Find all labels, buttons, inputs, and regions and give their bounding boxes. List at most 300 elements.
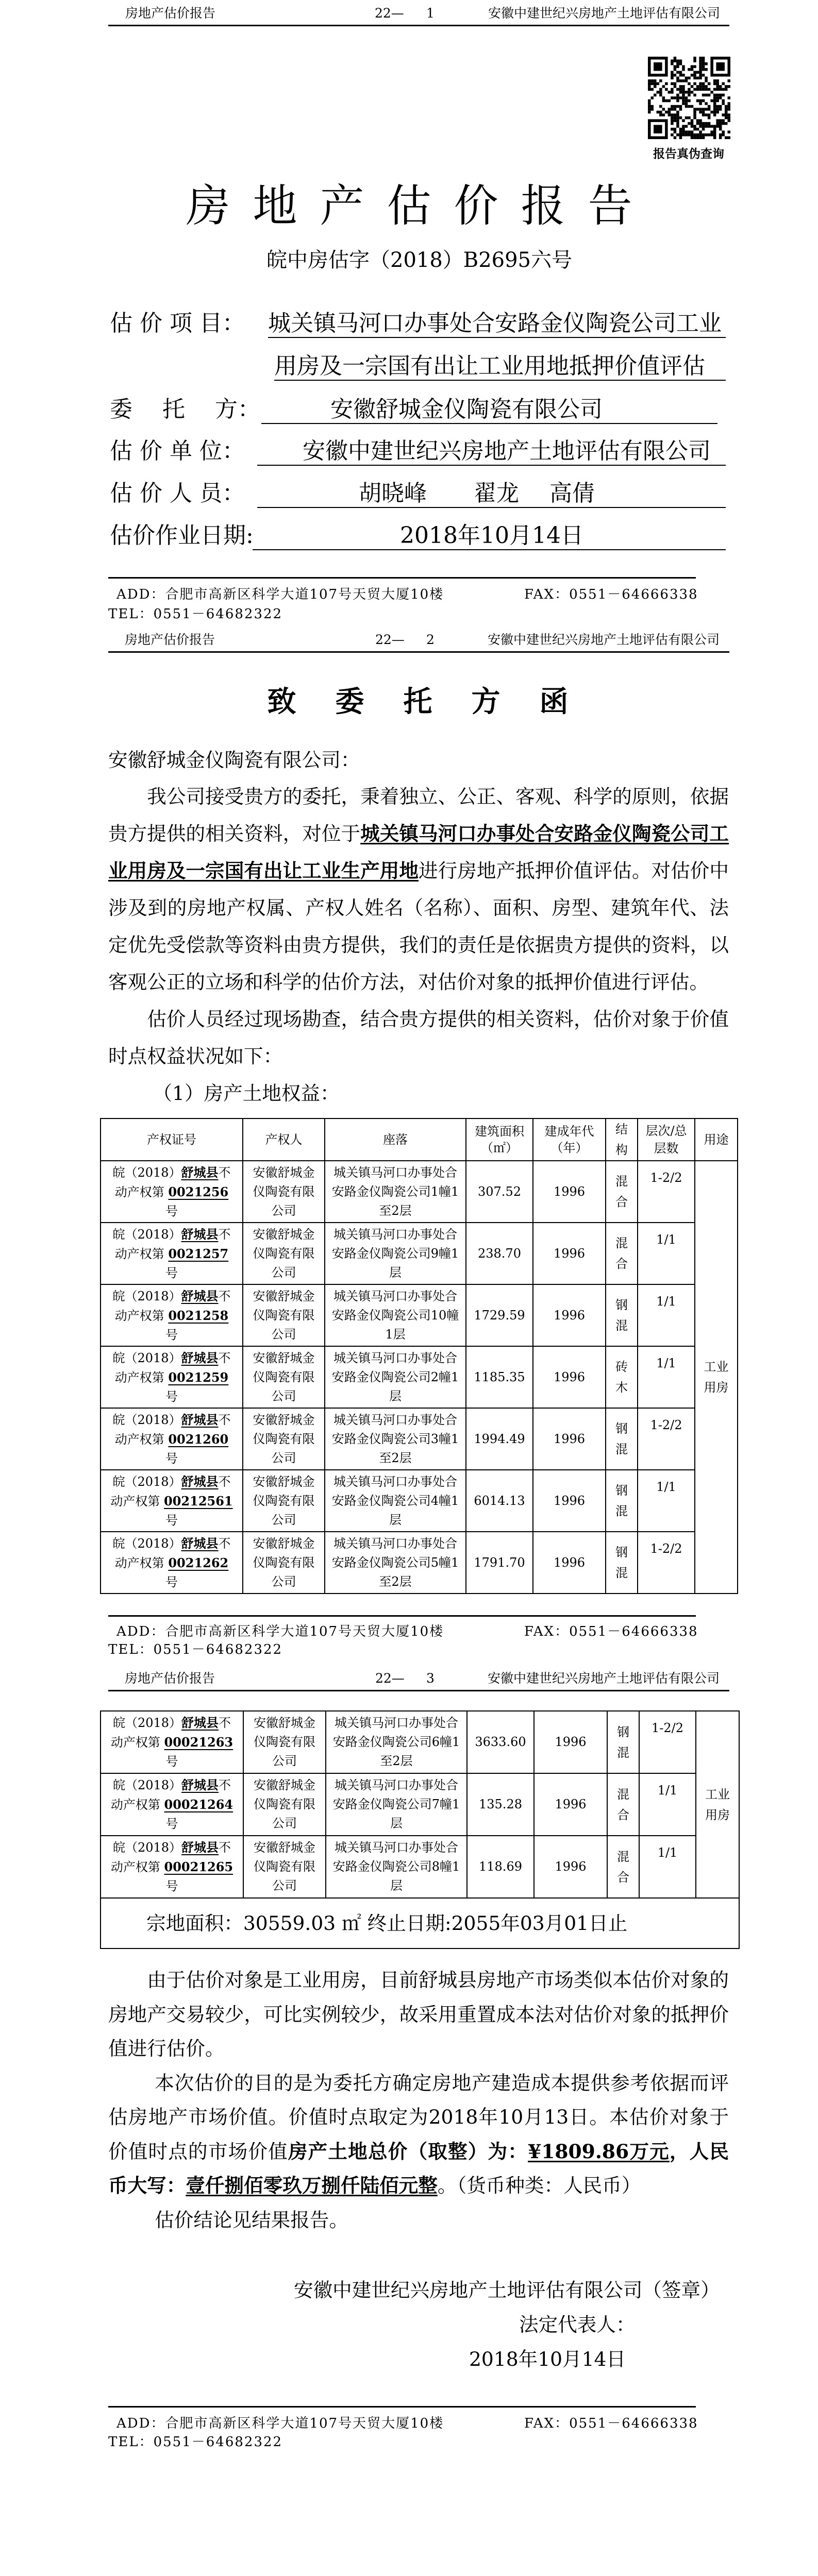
qr-module	[691, 125, 694, 128]
qr-module	[710, 99, 713, 103]
cert-number-cell	[101, 1223, 243, 1284]
field-appraisers	[110, 479, 728, 508]
appraiser-name: 翟龙	[474, 480, 519, 506]
cert-prefix: 皖（2018）	[112, 1536, 181, 1551]
qr-module	[696, 77, 699, 80]
salutation: 安徽舒城金仪陶瓷有限公司：	[108, 749, 360, 771]
qr-module	[685, 125, 688, 128]
qr-module	[668, 111, 671, 114]
qr-module	[699, 62, 702, 65]
cert-prefix: 皖（2018）	[112, 1289, 181, 1303]
cert-mid: 不动产权第	[114, 1412, 231, 1447]
qr-module	[676, 96, 679, 99]
qr-module	[671, 74, 674, 77]
document-number: 皖中房估字（2018）B2695六号	[266, 248, 572, 272]
header-company: 安徽中建世纪兴房地产土地评估有限公司	[488, 632, 720, 647]
qr-finder	[716, 62, 725, 71]
header-label: 层次/总层数	[645, 1124, 687, 1156]
qr-module	[708, 88, 711, 91]
qr-module	[674, 85, 677, 88]
qr-module	[679, 116, 682, 120]
signature-date: 2018年10月14日	[469, 2348, 626, 2370]
qr-module	[727, 102, 730, 105]
qr-module	[716, 111, 719, 114]
cert-prefix: 皖（2018）	[112, 1778, 182, 1792]
qr-module	[674, 60, 677, 63]
qr-module	[682, 79, 685, 82]
cert-prefix: 皖（2018）	[112, 1474, 181, 1489]
cert-number: 0021259	[168, 1369, 229, 1385]
qr-module	[682, 85, 685, 88]
qr-module	[679, 130, 682, 133]
qr-module	[699, 122, 702, 125]
conclusion-body	[108, 1963, 729, 2237]
value-caps-label: ，人民币大写：	[108, 2140, 729, 2197]
qr-module	[705, 77, 708, 80]
cert-number-cell	[101, 1346, 243, 1408]
qr-module	[708, 116, 711, 120]
qr-module	[702, 128, 705, 131]
qr-module	[696, 85, 699, 88]
valuation-subject: 城关镇马河口办事处合安路金仪陶瓷公司工业用房及一宗国有出让工业生产用地	[108, 822, 729, 882]
location-cell: 城关镇马河口办事处合安路金仪陶瓷公司9幢1层	[325, 1223, 466, 1284]
year-cell: 1996	[533, 1161, 606, 1223]
qr-module	[705, 79, 708, 82]
qr-module	[671, 133, 674, 137]
qr-module	[688, 99, 691, 103]
qr-module	[682, 91, 685, 94]
qr-module	[722, 130, 725, 133]
footer-divider	[108, 1615, 696, 1617]
header-page-number: 1	[426, 6, 435, 21]
appraisers-label: 估 价 人 员：	[110, 480, 245, 506]
value-pre: 本次估价的目的是为委托方确定房地产建造成本提供参考依据而评估房地产市场价值。价值时点取定为2018年10月13日。本估价对象于价值时点的市场价值	[108, 2071, 729, 2163]
qr-module	[699, 60, 702, 63]
structure-value: 钢混	[615, 1298, 628, 1333]
structure-cell	[606, 1284, 638, 1346]
location-cell: 城关镇马河口办事处合安路金仪陶瓷公司4幢1层	[325, 1470, 466, 1532]
qr-module	[679, 79, 682, 82]
qr-module	[679, 108, 682, 111]
client-text: 安徽舒城金仪陶瓷有限公司	[330, 396, 603, 422]
qr-module	[662, 113, 665, 116]
qr-module	[691, 85, 694, 88]
project-label: 估 价 项 目：	[110, 310, 245, 336]
qr-module	[722, 99, 725, 103]
cert-county: 舒城县	[181, 1288, 219, 1303]
qr-module	[676, 65, 679, 69]
field-client	[110, 395, 728, 424]
qr-module	[674, 113, 677, 116]
qr-module	[671, 62, 674, 65]
area-cell: 307.52	[466, 1161, 533, 1223]
qr-module	[713, 88, 716, 91]
header-area	[466, 1118, 533, 1161]
qr-module	[693, 60, 696, 63]
qr-module	[679, 133, 682, 137]
footer-address: ADD：合肥市高新区科学大道107号天贸大厦10楼	[116, 587, 444, 602]
qr-module	[657, 111, 660, 114]
area-cell: 238.70	[466, 1223, 533, 1284]
cert-suffix: 号	[165, 1817, 178, 1831]
qr-module	[676, 88, 679, 91]
property-table-continued	[100, 1710, 740, 1949]
qr-module	[722, 122, 725, 125]
qr-module	[691, 122, 694, 125]
qr-module	[713, 96, 716, 99]
cert-number: 00021263	[164, 1735, 233, 1750]
qr-module	[659, 113, 662, 116]
qr-module	[679, 128, 682, 131]
qr-module	[679, 96, 682, 99]
structure-cell	[606, 1223, 638, 1284]
project-text-1: 城关镇马河口办事处合安路金仪陶瓷公司工业	[268, 310, 722, 336]
cert-number: 0021262	[168, 1555, 229, 1570]
qr-module	[688, 116, 691, 120]
header-report-name: 房地产估价报告	[125, 6, 216, 21]
qr-module	[699, 102, 702, 105]
qr-module	[727, 136, 730, 139]
qr-module	[671, 96, 674, 99]
structure-cell	[606, 1470, 638, 1532]
table-row	[101, 1161, 738, 1223]
structure-cell	[606, 1346, 638, 1408]
qr-module	[702, 125, 705, 128]
qr-module	[722, 94, 725, 97]
qr-module	[719, 122, 722, 125]
qr-module	[699, 82, 702, 86]
qr-module	[674, 96, 677, 99]
qr-module	[693, 82, 696, 86]
qr-module	[674, 65, 677, 69]
qr-module	[671, 82, 674, 86]
qr-module	[688, 88, 691, 91]
cert-suffix: 号	[165, 1327, 178, 1342]
cert-county: 舒城县	[181, 1715, 219, 1730]
floors-cell: 1/1	[638, 1346, 695, 1408]
qr-module	[719, 136, 722, 139]
qr-module	[682, 125, 685, 128]
qr-module	[676, 71, 679, 74]
project-value-line2	[274, 352, 726, 381]
qr-module	[716, 105, 719, 108]
qr-module	[719, 133, 722, 137]
qr-module	[671, 128, 674, 131]
cert-mid: 不动产权第	[114, 1165, 231, 1199]
cert-suffix: 号	[165, 1754, 178, 1769]
qr-module	[659, 94, 662, 97]
qr-module	[705, 85, 708, 88]
qr-module	[693, 136, 696, 139]
header-label: 结构	[615, 1122, 628, 1157]
qr-module	[699, 119, 702, 122]
cert-suffix: 号	[165, 1389, 178, 1404]
header-company: 安徽中建世纪兴房地产土地评估有限公司	[488, 1671, 720, 1686]
qr-module	[685, 91, 688, 94]
qr-module	[710, 125, 713, 128]
floors-cell: 1-2/2	[638, 1408, 695, 1470]
header-label: 建成年代（年）	[544, 1124, 594, 1155]
header-owner	[243, 1118, 325, 1161]
qr-module	[648, 82, 651, 86]
field-project-cont	[110, 352, 728, 381]
qr-module	[682, 99, 685, 103]
floors-cell: 1-2/2	[638, 1161, 695, 1223]
qr-module	[682, 102, 685, 105]
cert-county: 舒城县	[181, 1535, 219, 1551]
qr-module	[676, 99, 679, 103]
header-page-prefix: 22—	[375, 6, 404, 21]
owner-cell: 安徽舒城金仪陶瓷有限公司	[243, 1346, 325, 1408]
header-label: 产权人	[265, 1132, 303, 1147]
owner-cell: 安徽舒城金仪陶瓷有限公司	[243, 1836, 326, 1898]
qr-module	[699, 71, 702, 74]
owner-cell: 安徽舒城金仪陶瓷有限公司	[243, 1408, 325, 1470]
report-title: 房地产估价报告	[186, 180, 655, 232]
structure-value: 砖木	[615, 1360, 628, 1395]
cert-suffix: 号	[165, 1879, 178, 1893]
cert-prefix: 皖（2018）	[112, 1716, 182, 1730]
cert-county: 舒城县	[181, 1412, 219, 1427]
cert-number: 0021256	[168, 1184, 229, 1199]
qr-module	[702, 122, 705, 125]
cert-mid: 不动产权第	[114, 1350, 231, 1385]
table-row	[101, 1408, 738, 1470]
qr-module	[679, 88, 682, 91]
qr-module	[676, 79, 679, 82]
qr-module	[713, 79, 716, 82]
qr-module	[702, 60, 705, 63]
qr-module	[716, 108, 719, 111]
qr-module	[713, 99, 716, 103]
intro-post: 进行房地产抵押价值评估。对估价中涉及到的房地产权属、产权人姓名（名称）、面积、房型、建筑年代、法定优先受偿款等资料由贵方提供，我们的责任是依据贵方提供的资料，以客观公正的立场和科学的估价方法，对估价对象的抵押价值进行评估。	[108, 859, 729, 993]
qr-module	[719, 85, 722, 88]
date-label: 估价作业日期:	[110, 522, 254, 549]
floors-cell: 1/1	[639, 1836, 696, 1898]
qr-module	[679, 60, 682, 63]
floors-cell: 1/1	[638, 1284, 695, 1346]
cert-mid: 不动产权第	[114, 1536, 231, 1570]
qr-module	[691, 68, 694, 71]
location-cell: 城关镇马河口办事处合安路金仪陶瓷公司7幢1层	[326, 1773, 467, 1836]
qr-module	[668, 91, 671, 94]
owner-cell: 安徽舒城金仪陶瓷有限公司	[243, 1532, 325, 1594]
cert-number-cell	[101, 1836, 243, 1898]
qr-module	[710, 91, 713, 94]
qr-module	[671, 91, 674, 94]
footer-tel: TEL：0551－64682322	[108, 1642, 283, 1657]
structure-value: 钢混	[615, 1483, 628, 1518]
qr-module	[725, 116, 728, 120]
header-company: 安徽中建世纪兴房地产土地评估有限公司	[488, 6, 721, 21]
qr-module	[688, 130, 691, 133]
cert-number: 0021260	[168, 1431, 229, 1447]
qr-module	[674, 116, 677, 120]
area-cell: 135.28	[467, 1773, 534, 1836]
field-project	[110, 309, 728, 338]
qr-module	[693, 111, 696, 114]
qr-module	[674, 130, 677, 133]
cert-prefix: 皖（2018）	[112, 1227, 181, 1242]
value-caps: 壹仟捌佰零玖万捌仟陆佰元整	[186, 2174, 438, 2197]
cert-mid: 不动产权第	[114, 1227, 231, 1261]
qr-module	[676, 94, 679, 97]
qr-module	[685, 130, 688, 133]
qr-module	[685, 116, 688, 120]
qr-module	[659, 88, 662, 91]
value-amount: ¥1809.86万元	[528, 2140, 670, 2163]
qr-module	[705, 122, 708, 125]
qr-module	[654, 79, 657, 82]
qr-module	[688, 82, 691, 86]
qr-module	[654, 94, 657, 97]
qr-module	[648, 88, 651, 91]
floors-cell: 1-2/2	[638, 1532, 695, 1594]
table-row	[101, 1284, 738, 1346]
qr-module	[682, 119, 685, 122]
qr-module	[662, 108, 665, 111]
year-cell: 1996	[533, 1346, 606, 1408]
qr-code[interactable]	[648, 57, 730, 139]
qr-module	[691, 65, 694, 69]
floors-cell: 1/1	[638, 1223, 695, 1284]
qr-module	[719, 125, 722, 128]
qr-module	[693, 113, 696, 116]
structure-cell	[607, 1773, 639, 1836]
table-header-row	[101, 1118, 738, 1161]
qr-module	[679, 74, 682, 77]
header-label: 座落	[383, 1132, 408, 1147]
qr-module	[676, 111, 679, 114]
letter-body	[108, 778, 729, 1112]
cert-county: 舒城县	[181, 1164, 219, 1180]
qr-module	[674, 128, 677, 131]
qr-module	[693, 125, 696, 128]
qr-module	[713, 108, 716, 111]
qr-module	[676, 105, 679, 108]
qr-module	[674, 105, 677, 108]
qr-module	[693, 88, 696, 91]
table-row	[101, 1532, 738, 1594]
owner-cell: 安徽舒城金仪陶瓷有限公司	[243, 1161, 325, 1223]
qr-module	[699, 57, 702, 60]
year-cell: 1996	[534, 1773, 607, 1836]
table-row	[101, 1711, 739, 1773]
qr-module	[682, 96, 685, 99]
qr-module	[713, 105, 716, 108]
qr-module	[676, 60, 679, 63]
appraiser-org-label: 估 价 单 位：	[110, 438, 245, 464]
header-report-name: 房地产估价报告	[125, 632, 215, 647]
header-use	[695, 1118, 738, 1161]
qr-module	[719, 96, 722, 99]
qr-module	[648, 99, 651, 103]
header-label: 建筑面积（㎡）	[475, 1124, 524, 1155]
cert-number-cell	[101, 1408, 243, 1470]
qr-module	[716, 125, 719, 128]
owner-cell: 安徽舒城金仪陶瓷有限公司	[243, 1773, 326, 1836]
cert-prefix: 皖（2018）	[112, 1840, 182, 1855]
qr-module	[671, 108, 674, 111]
appraiser-org-value	[257, 437, 726, 466]
qr-module	[688, 94, 691, 97]
qr-module	[708, 113, 711, 116]
header-report-name: 房地产估价报告	[125, 1671, 215, 1686]
qr-module	[651, 105, 654, 108]
qr-module	[693, 65, 696, 69]
qr-module	[671, 88, 674, 91]
qr-module	[685, 105, 688, 108]
qr-module	[702, 57, 705, 60]
qr-module	[671, 77, 674, 80]
qr-module	[685, 99, 688, 103]
footer-fax: FAX：0551－64666338	[524, 1624, 698, 1639]
header-year	[533, 1118, 606, 1161]
qr-module	[696, 133, 699, 137]
header-page-number: 3	[426, 1671, 435, 1686]
footer-tel: TEL：0551－64682322	[108, 2434, 283, 2450]
cert-prefix: 皖（2018）	[112, 1412, 181, 1427]
qr-module	[693, 71, 696, 74]
qr-module	[710, 133, 713, 137]
cert-suffix: 号	[165, 1265, 178, 1280]
qr-module	[682, 74, 685, 77]
qr-module	[668, 99, 671, 103]
qr-module	[651, 108, 654, 111]
qr-module	[702, 68, 705, 71]
signature-company: 安徽中建世纪兴房地产土地评估有限公司（签章）	[294, 2279, 720, 2301]
qr-module	[648, 105, 651, 108]
qr-module	[668, 108, 671, 111]
structure-cell	[607, 1836, 639, 1898]
qr-module	[696, 128, 699, 131]
qr-module	[699, 111, 702, 114]
qr-module	[719, 94, 722, 97]
qr-module	[699, 85, 702, 88]
qr-module	[702, 62, 705, 65]
qr-module	[713, 128, 716, 131]
cert-county: 舒城县	[181, 1226, 219, 1242]
owner-cell: 安徽舒城金仪陶瓷有限公司	[243, 1470, 325, 1532]
header-structure	[606, 1118, 638, 1161]
year-cell: 1996	[533, 1223, 606, 1284]
qr-module	[682, 94, 685, 97]
qr-module	[716, 79, 719, 82]
use-value: 工业用房	[704, 1360, 729, 1395]
structure-cell	[606, 1408, 638, 1470]
qr-module	[659, 111, 662, 114]
use-value: 工业用房	[705, 1787, 730, 1822]
area-cell: 1791.70	[466, 1532, 533, 1594]
qr-module	[659, 91, 662, 94]
qr-module	[651, 88, 654, 91]
area-cell: 1185.35	[466, 1346, 533, 1408]
header-page-number: 2	[426, 632, 435, 647]
qr-module	[696, 108, 699, 111]
qr-module	[674, 119, 677, 122]
date-value	[253, 521, 726, 550]
qr-module	[682, 133, 685, 137]
structure-value: 钢混	[617, 1724, 629, 1760]
qr-module	[693, 77, 696, 80]
qr-module	[662, 96, 665, 99]
qr-module	[688, 105, 691, 108]
qr-module	[702, 88, 705, 91]
qr-module	[708, 122, 711, 125]
qr-module	[657, 91, 660, 94]
qr-module	[705, 108, 708, 111]
qr-module	[725, 105, 728, 108]
